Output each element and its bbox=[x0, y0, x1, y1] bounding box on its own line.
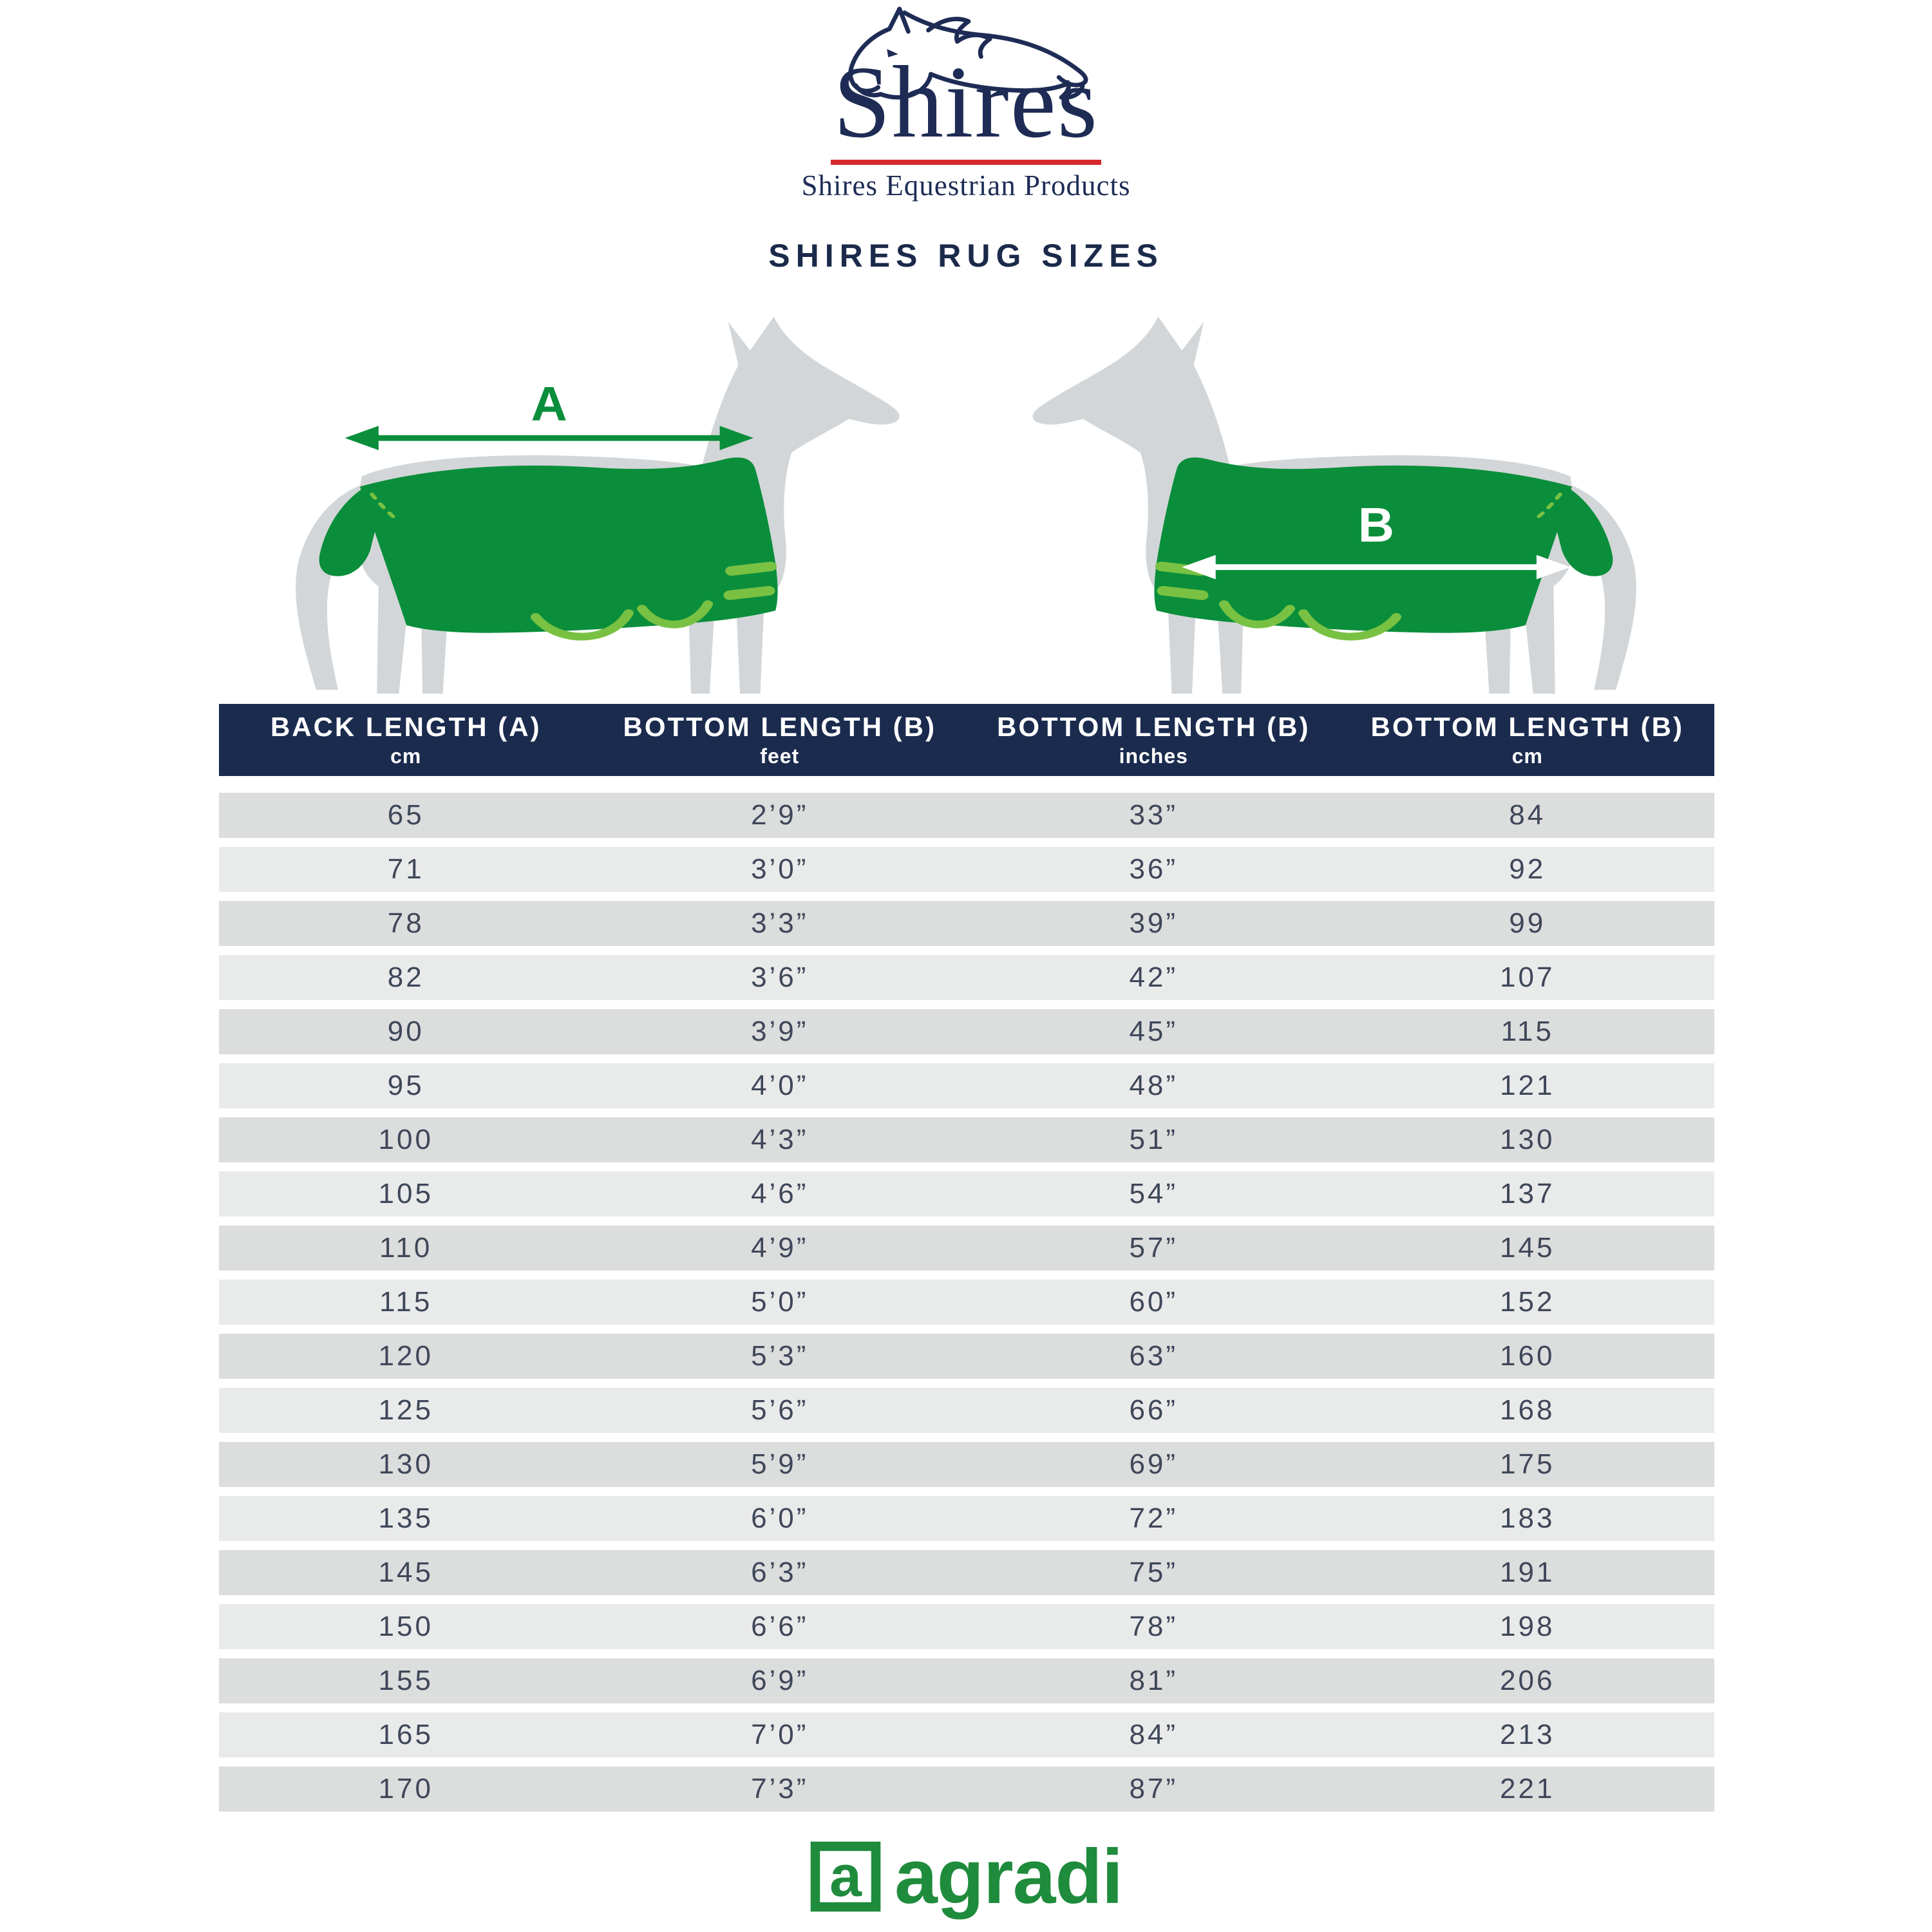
table-cell: 107 bbox=[1500, 961, 1555, 993]
table-row bbox=[219, 1117, 1714, 1162]
table-cell: 78” bbox=[1129, 1611, 1179, 1642]
table-cell: 130 bbox=[378, 1448, 433, 1480]
table-body bbox=[219, 793, 1714, 1812]
table-cell: 84 bbox=[1509, 799, 1546, 831]
table-cell: 7’3” bbox=[751, 1773, 809, 1804]
column-header-back-length-cm: BACK LENGTH (A) cm bbox=[270, 712, 542, 768]
table-cell: 3’6” bbox=[751, 961, 809, 993]
table-cell: 65 bbox=[387, 799, 424, 831]
brand-wordmark: Shires bbox=[833, 44, 1099, 159]
table-cell: 3’9” bbox=[751, 1016, 809, 1047]
table-cell: 54” bbox=[1129, 1178, 1179, 1209]
table-cell: 130 bbox=[1500, 1124, 1555, 1155]
table-cell: 36” bbox=[1129, 853, 1179, 885]
table-cell: 5’9” bbox=[751, 1448, 809, 1480]
table-cell: 5’6” bbox=[751, 1394, 809, 1426]
column-header-bottom-length-feet: BOTTOM LENGTH (B) feet bbox=[623, 712, 936, 768]
table-cell: 168 bbox=[1500, 1394, 1555, 1426]
table-cell: 6’6” bbox=[751, 1611, 809, 1642]
table-row bbox=[219, 1226, 1714, 1271]
table-cell: 71 bbox=[387, 853, 424, 885]
table-cell: 95 bbox=[387, 1070, 424, 1101]
table-row bbox=[219, 955, 1714, 1000]
table-cell: 170 bbox=[378, 1773, 433, 1804]
table-cell: 42” bbox=[1129, 961, 1179, 993]
table-cell: 75” bbox=[1129, 1557, 1179, 1588]
table-cell: 6’9” bbox=[751, 1665, 809, 1696]
table-row bbox=[219, 1388, 1714, 1433]
table-cell: 150 bbox=[378, 1611, 433, 1642]
table-row bbox=[219, 1604, 1714, 1649]
table-cell: 45” bbox=[1129, 1016, 1179, 1047]
label-a: A bbox=[531, 377, 567, 431]
table-cell: 5’0” bbox=[751, 1286, 809, 1318]
table-cell: 82 bbox=[387, 961, 424, 993]
agradi-logo bbox=[0, 1832, 1932, 1921]
table-row bbox=[219, 1334, 1714, 1379]
table-cell: 84” bbox=[1129, 1719, 1179, 1750]
table-cell: 99 bbox=[1509, 907, 1546, 939]
table-cell: 155 bbox=[378, 1665, 433, 1696]
table-cell: 87” bbox=[1129, 1773, 1179, 1804]
table-cell: 198 bbox=[1500, 1611, 1555, 1642]
horse-figure-back-length bbox=[235, 285, 995, 700]
table-cell: 90 bbox=[387, 1016, 424, 1047]
table-header bbox=[219, 704, 1714, 776]
table-row bbox=[219, 901, 1714, 946]
column-header-bottom-length-inches: BOTTOM LENGTH (B) inches bbox=[996, 712, 1311, 768]
table-cell: 3’3” bbox=[751, 907, 809, 939]
table-cell: 66” bbox=[1129, 1394, 1179, 1426]
table-cell: 60” bbox=[1129, 1286, 1179, 1318]
table-cell: 183 bbox=[1500, 1502, 1555, 1534]
table-cell: 120 bbox=[378, 1340, 433, 1372]
measurement-diagram bbox=[0, 285, 1932, 703]
table-cell: 4’9” bbox=[751, 1232, 809, 1264]
table-cell: 78 bbox=[387, 907, 424, 939]
table-row bbox=[219, 1009, 1714, 1054]
table-cell: 3’0” bbox=[751, 853, 809, 885]
table-cell: 121 bbox=[1500, 1070, 1555, 1101]
measure-arrow-a bbox=[345, 377, 753, 450]
agradi-wordmark: agradi bbox=[894, 1833, 1123, 1920]
table-row bbox=[219, 1766, 1714, 1812]
table-cell: 191 bbox=[1500, 1557, 1555, 1588]
table-cell: 206 bbox=[1500, 1665, 1555, 1696]
table-cell: 145 bbox=[1500, 1232, 1555, 1264]
table-cell: 7’0” bbox=[751, 1719, 809, 1750]
table-cell: 221 bbox=[1500, 1773, 1555, 1804]
page-title: SHIRES RUG SIZES bbox=[768, 238, 1164, 274]
table-row bbox=[219, 847, 1714, 892]
rug-size-table bbox=[219, 704, 1714, 1821]
table-cell: 115 bbox=[1501, 1016, 1554, 1047]
table-row bbox=[219, 1496, 1714, 1541]
table-row bbox=[219, 1280, 1714, 1325]
table-cell: 51” bbox=[1129, 1124, 1179, 1155]
brand-underline bbox=[831, 160, 1101, 165]
table-cell: 4’0” bbox=[751, 1070, 809, 1101]
brand-tagline: Shires Equestrian Products bbox=[801, 169, 1131, 202]
table-cell: 105 bbox=[378, 1178, 433, 1209]
agradi-icon bbox=[810, 1841, 882, 1913]
table-cell: 4’6” bbox=[751, 1178, 809, 1209]
table-cell: 33” bbox=[1129, 799, 1179, 831]
table-cell: 48” bbox=[1129, 1070, 1179, 1101]
table-cell: 81” bbox=[1129, 1665, 1179, 1696]
table-row bbox=[219, 1063, 1714, 1108]
table-row bbox=[219, 1171, 1714, 1217]
table-row bbox=[219, 1550, 1714, 1595]
shires-logo bbox=[0, 0, 1932, 213]
table-cell: 6’0” bbox=[751, 1502, 809, 1534]
table-cell: 6’3” bbox=[751, 1557, 809, 1588]
table-cell: 115 bbox=[379, 1286, 433, 1318]
table-row bbox=[219, 793, 1714, 838]
table-row bbox=[219, 1712, 1714, 1757]
table-cell: 4’3” bbox=[751, 1124, 809, 1155]
svg-text:a: a bbox=[829, 1844, 862, 1909]
table-cell: 213 bbox=[1500, 1719, 1555, 1750]
table-cell: 39” bbox=[1129, 907, 1179, 939]
table-cell: 110 bbox=[379, 1232, 433, 1264]
table-cell: 100 bbox=[378, 1124, 433, 1155]
horse-figure-bottom-length bbox=[937, 285, 1697, 700]
table-cell: 92 bbox=[1509, 853, 1546, 885]
table-row bbox=[219, 1658, 1714, 1703]
table-cell: 69” bbox=[1129, 1448, 1179, 1480]
column-header-bottom-length-cm: BOTTOM LENGTH (B) cm bbox=[1370, 712, 1684, 768]
table-cell: 5’3” bbox=[751, 1340, 809, 1372]
table-cell: 57” bbox=[1129, 1232, 1179, 1264]
table-cell: 165 bbox=[378, 1719, 433, 1750]
table-cell: 175 bbox=[1500, 1448, 1555, 1480]
label-b: B bbox=[1358, 498, 1394, 553]
table-cell: 160 bbox=[1500, 1340, 1555, 1372]
table-cell: 145 bbox=[378, 1557, 433, 1588]
table-cell: 2’9” bbox=[751, 799, 809, 831]
table-row bbox=[219, 1442, 1714, 1487]
table-cell: 152 bbox=[1500, 1286, 1555, 1318]
table-cell: 72” bbox=[1129, 1502, 1179, 1534]
table-cell: 135 bbox=[378, 1502, 433, 1534]
table-cell: 125 bbox=[378, 1394, 433, 1426]
table-cell: 137 bbox=[1500, 1178, 1555, 1209]
table-cell: 63” bbox=[1129, 1340, 1179, 1372]
